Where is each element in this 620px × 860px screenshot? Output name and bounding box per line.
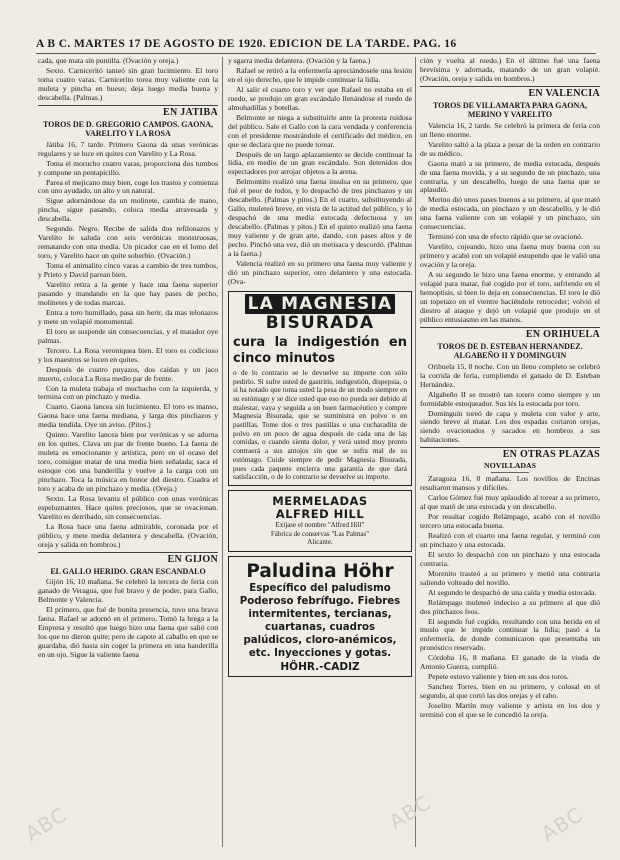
- jativa-para: Con la muleta trabaja el muchacho con la izquierda, y termina con un pinchazo y media.: [38, 383, 218, 402]
- section-title-otras-plazas: EN OTRAS PLAZAS: [502, 449, 600, 461]
- otras-para: Zaragoza 16, 8 mañana. Los novillos de Encinas resultaron mansos y difíciles.: [420, 474, 600, 493]
- column-3: [420, 57, 600, 847]
- column-divider-1: [222, 57, 223, 847]
- alfred-hill-brand: ALFRED HILL: [275, 506, 365, 521]
- section-rule: [420, 86, 600, 87]
- mermeladas-title: MERMELADAS: [272, 493, 368, 508]
- column-divider-2: [415, 57, 416, 847]
- jativa-para: Quinto. Varelito lancea bien por verónicas y se adorna en los quites. Clava un par de frente bueno. La faena de muleta es emocionante y artística, pero en el ocaso del toro, consigue matar de una media bien señalada; saca el estoque con una banderilla y vuelve a la carga con un pinchazo. Toca la música en honor del diestro. Cuadra el toro y acaba de un pinchazo y media. (Oreja.): [38, 430, 218, 493]
- col2-para: Después de un largo aplazamiento se decide continuar la lidia, en medio de un gran escándalo. Son detenidos dos espectadores por arrojar objetos a la arena.: [228, 149, 412, 177]
- orihuela-para: Dominguín toreó de capa y muleta con valor y arte, siendo breve al matar. Los dos espadas cortaron orejas, siendo ovacionados y sacados en hombros a sus habitaciones.: [420, 408, 600, 445]
- magnesia-brand-line2: BISURADA: [265, 312, 375, 333]
- section-title-orihuela: EN ORIHUELA: [525, 328, 600, 340]
- otras-para: Por resultar cogido Relámpago, acabó con el novillo tercero una estocada buena.: [420, 512, 600, 530]
- jativa-para: Sexto. La Rosa levanta el público con unas verónicas espeluznantes. Hace quites preciosos, que se ovacionan. Varelito es derribado, sin consecuencias.: [38, 493, 218, 521]
- section-rule: [38, 552, 218, 553]
- paludina-maker: HÖHR.-CADIZ: [280, 660, 360, 673]
- section-rule: [420, 447, 600, 448]
- jativa-para: Parea el mejicano muy bien, coge los trastos y comienza con uno ayudado, un alto y un natural.: [38, 177, 218, 196]
- mermeladas-line: Fábrica de conservas "Las Palmas": [270, 529, 370, 538]
- col2-para: y sgarra media delantera. (Ovación y la faena.): [228, 57, 371, 65]
- otras-para: Morenito trasteó a su primero y metió una contraria saliendo volteado del novillo.: [420, 568, 600, 587]
- column-2: [228, 57, 412, 847]
- otras-para: Joselito Martín muy valiente y artista en los dos y terminó con el que se le concedió la oreja.: [420, 701, 600, 720]
- column-1: [38, 57, 218, 847]
- jativa-para: Varelito retira a la gente y hace una faena superior pasando y mandando en la que hay pases de pecho, molinetes y de todas marcas.: [38, 280, 218, 307]
- col2-para: Valencia realizó en su primero una faena muy valiente y dió un pinchazo superior, otro delantero y una estocada. (Ova-: [228, 258, 412, 286]
- valencia-para: Valencia 16, 2 tarde. Se celebró la primera de feria con un lleno enorme.: [420, 120, 600, 139]
- otras-para: Realizó con el cuarto una faena regular, y terminó con un pinchazo y una estocada.: [420, 530, 600, 549]
- orihuela-para: Algabeño II se mostró tan torero como siempre y un formidable estoqueador. Sus lés la estocada por toro.: [420, 389, 600, 408]
- subheading-novilladas: NOVILLADAS: [484, 461, 536, 471]
- gijon-para: El primero, que fué de bonita presencia, tuvo una brava faena. Rafael se adornó en el primero. Tomó la brega a la Empresa y resultó que luego hizo una faena que salió con los que no dieron quite; pero de capote al caballo en que se guardaba, dió hasta sin coger la primera en una banderilla en un ojo. Sigue la valiente faena: [38, 604, 218, 659]
- abc-watermark: ABC: [536, 802, 588, 846]
- section-rule: [38, 105, 218, 106]
- magnesia-body: o de lo contrario se le devuelve su importe con sólo pedirlo. Si sufre usted de gastritis, indigestión, dispepsia, o si ha notado que toma usted la pesa de un modo siempre en su estómago y se dice usted que eso no pueda ser debido al malestar, vaya y seguida a un buen farmacéutico y compre Magnesia Bisurada, que se suministra en polvo o en pastillas. Tome dos o tres pastillas o una cucharadita de polvo en un poco de agua después de cada una de las comidas, o cuando sienta dolor, y verá usted muy pronto contraerá a sus antojos sin que se sufra mal de su estómago. Cuide siempre de pedir Magnesia Bisurada, pues cada paquete encierra una garantía de que dará satisfacción, o de lo contrario se devuelve su importe.: [233, 367, 407, 482]
- section-title-gijon: EN GIJON: [167, 553, 218, 565]
- otras-para: Relámpago muleteó indeciso a su primero al que dió dos pinchazos feos.: [420, 597, 600, 616]
- section-title-jativa: EN JATIBA: [162, 106, 218, 118]
- valencia-para: Terminó con una de efecto rápido que se ovacionó.: [428, 232, 583, 242]
- mermeladas-line: Exíjase el nombre "Alfred Hill": [275, 520, 365, 529]
- magnesia-advertisement: [228, 291, 412, 486]
- otras-para: Sanchez Torres, bien en su primero, y colosal en el segundo, al que cortó las dos orejas y el rabo.: [420, 682, 600, 701]
- jativa-para: Toma el morucho cuatro varas, proporciona dos tumbos y compone un pentapicillo.: [38, 158, 218, 177]
- jativa-para: Tercero. La Rosa veroniquea bien. El toro es codicioso y los maestros se lucen en quites.: [38, 345, 218, 364]
- col1-para: Sexto. Carniceritó tanteó sin gran lucimiento. El toro toma cuatro varas. Carnicerito torea muy valiente con la muleta y pincha en hueso; deja luego media buena y descabella. (Palmas.): [38, 65, 218, 102]
- section-rule: [420, 327, 600, 328]
- magnesia-brand-line1: LA MAGNESIA: [233, 295, 407, 314]
- orihuela-para: Orihuela 15, 8 noche. Con un lleno completo se celebró la corrida de feria, cumpliendo el ganado de D. Esteban Hernández.: [420, 361, 600, 389]
- otras-para: Carlos Gómez fué muy aplaudido al torear a su primero, al que mató de una estocada y un descabello.: [420, 493, 600, 512]
- col3-para: ción y vuelta al ruedo.) En el último fué una faena brevísima y adornada, matando de un gran volapié. (Ovación, oreja y salida en hombros.): [420, 57, 600, 83]
- article-headline-orihuela: TOROS DE D. ESTEBAN HERNANDEZ. ALGABEÑO II Y DOMINGUIN: [437, 341, 583, 361]
- article-headline-jativa: TOROS DE D. GREGORIO CAMPOS. GAONA, VARELITO Y LA ROSA: [42, 119, 214, 139]
- valencia-para: Varelito, cojeando, hizo una faena muy buena con su primero y acabó con un volapié estupendo que le valió una ovación y la oreja.: [420, 242, 600, 270]
- col2-para: Belmontito realizó una faena insulsa en su primero, que fué el peor de todos, y lo despachó de tres pinchazos y un descabello. (Palmas y pitos.) En el cuarto, substituyendo al Gallo, muleteó breve, en vista de la actitud del público, y lo despachó de una media estocada defectuosa y un descabello. (Palmas y pitos.) En el quinto realizó una faena muy valiente y de gran arte, dando, con pases altos y de pecho. Pinchó una vez, dió un metisaca y descordó. (Palmas a la faena.): [228, 177, 412, 259]
- gijon-para: Gijón 16, 10 mañana. Se celebró la tercera de feria con ganado de Veragua, que fué bravo y de poder, para Gallo, Belmonte y Valencia.: [38, 577, 218, 605]
- jativa-para: Segundo. Negro. Recibe de salida dos refilonazos y Varelito le saluda con seis verónicas monstruosas, rematando con una media. Un picador cae en el lomo del toro, y Varelito hace un quite soberbio. (Ovación.): [38, 224, 218, 261]
- jativa-para: Toma el animalito cinco varas a cambio de tres tumbos, y Prieto y David parean bien.: [38, 261, 218, 280]
- valencia-para: Varelito saltó a la plaza a pesar de la orden en contrario de su médico.: [420, 139, 600, 158]
- jativa-para: Játiba 16, 7 tarde. Primero Gaona da unas verónicas regulares y se luce en quites con Varelito y La Rosa.: [38, 139, 218, 158]
- col2-para: Belmonte se niega a substituirle ante la protesta ruidosa del público. Sale el Gallo con la cara vendada y conferencia con el presidente mostrándole el certificado del médico, en que se declara que no puede torear.: [228, 112, 412, 149]
- valencia-para: Merino dió unos pases buenos a su primero, al que mató de media estocada, un pinchazo y un descabello, y le dió una faena valiente con un volapié y un pinchazo, sin consecuencias.: [420, 195, 600, 232]
- article-headline-valencia: TOROS DE VILLAMARTA PARA GAONA, MERINO Y VARELITO: [432, 100, 588, 120]
- col1-para: cada, que mata sin puntilla. (Ovación y oreja.): [38, 57, 179, 65]
- subheading-rule: [491, 472, 529, 473]
- otras-para: Pepete estuvo valiente y bien en sus dos toros.: [428, 672, 569, 682]
- jativa-para: La Rosa hace una faena admirable, coronada por el público, y mete media delantera y descabella. (Ovación, oreja y salida en hombros.): [38, 521, 218, 549]
- jativa-para: Entra a toro humillado, pasa sin herir, da mas telonazos y mete un volapié monumental.: [38, 307, 218, 326]
- jativa-para: Después de cuatro puyazos, dos caídas y un jaco muerto, coloca La Rosa medio par de frente.: [38, 364, 218, 383]
- otras-para: El segundo fué cogido, resultando con una herida en el muslo que le impide continuar la lidia; pasó a la enfermería, de donde comunicaron que presentaba un pronóstico reservado.: [420, 616, 600, 653]
- mermeladas-advertisement: [228, 490, 412, 552]
- section-title-valencia: EN VALENCIA: [528, 87, 600, 99]
- otras-para: Córdoba 16, 8 mañana. El ganado de la viuda de Antonio Guerra, cumplió.: [420, 653, 600, 672]
- mermeladas-line: Alicante.: [307, 538, 333, 547]
- abc-watermark: ABC: [20, 802, 72, 846]
- jativa-para: El toro se suspende sin consecuencias, y el matador oye palmas.: [38, 326, 218, 345]
- otras-para: Al segundo le despachó de una caída y media estocada.: [428, 587, 597, 597]
- page-header: A B C. MARTES 17 DE AGOSTO DE 1920. EDICION DE LA TARDE. PAG. 16: [36, 38, 457, 50]
- col2-para: Rafael se retiró a la enfermería apreciándosele una lesión en el ojo derecho, que le impide continuar la lidia.: [228, 65, 412, 84]
- jativa-para: Sigue adornándose da un molinete, cambia de mano, pincha, sigue pasando, coloca media atravesada y descabella.: [38, 196, 218, 224]
- col2-para: Al salir el cuarto toro y ver que Rafael no estaba en el ruedo, se produjo un gran escándalo llenándose el ruedo de almohadillas y botellas.: [228, 84, 412, 112]
- paludina-brand: Paludina Höhr: [246, 560, 394, 582]
- otras-para: El sexto lo despachó con un pinchazo y una estocada contraria.: [420, 549, 600, 568]
- valencia-para: Gaona mató a su primero, de media estocada, después de una faena movida, y a su segundo de un pinchazo, una contraria, y un descabello, luego de una faena que se aplaudió.: [420, 158, 600, 195]
- article-headline-gijon: EL GALLO HERIDO. GRAN ESCANDALO: [50, 566, 206, 576]
- magnesia-tagline: cura la indigestión en cinco minutos: [233, 334, 407, 366]
- abc-watermark: ABC: [384, 790, 436, 834]
- jativa-para: Cuarto. Gaona lancea sin lucimiento. El toro es manso, Gaona hace una faena mediana, y larga dos pinchazos y media tendida. Oye un aviso. (Pitos.): [38, 402, 218, 430]
- header-rule: [36, 53, 596, 54]
- valencia-para: A su segundo le hizo una faena enorme, y entrando al volapié para matar, fué cogido por el toro, sufriendo en el hemoptisis, si bien lo deja en consecuencias. El toro le dió un topetazo en el vientre haciéndole retroceder; volvió el diestro al ataque y dejó un volapié que produjo en el público entusiasmo en las manos.: [420, 270, 600, 324]
- paludina-body: Específico del paludismo Poderoso febrífugo. Fiebres intermitentes, tercianas, cuartanas, cuadros palúdicos, cloro-anémicos, etc. Inyecciones y gotas.: [239, 582, 401, 659]
- paludina-advertisement: [228, 556, 412, 677]
